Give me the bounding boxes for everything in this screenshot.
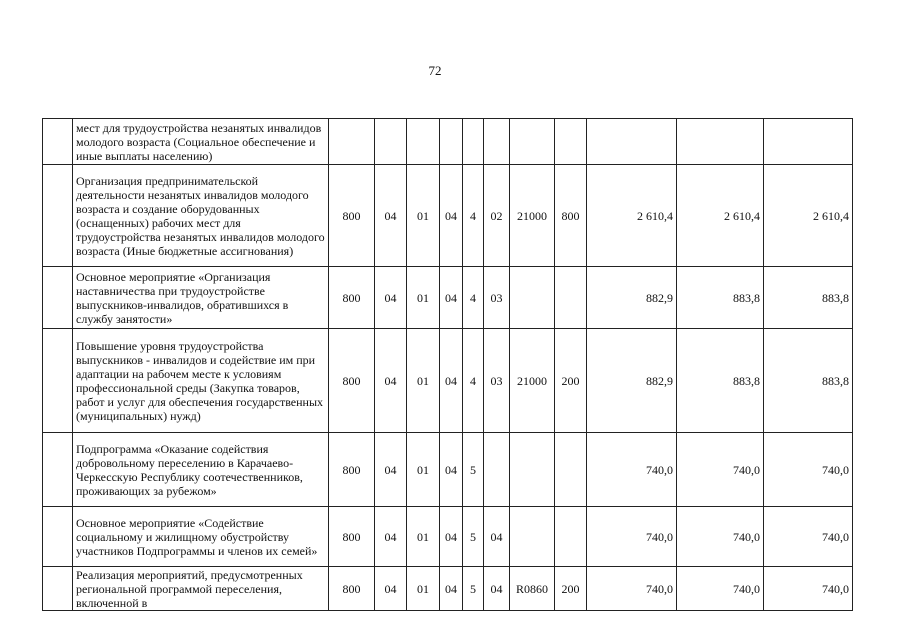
direction-code-cell: 21000 [510, 329, 555, 433]
amount-year1-cell: 2 610,4 [587, 165, 677, 267]
subsection-code-cell: 01 [407, 329, 440, 433]
row-name: Основное мероприятие «Содействие социальному и жилищному обустройству участников Подпрограммы и членов их семей» [73, 507, 329, 567]
table-row [43, 507, 853, 567]
direction-code-cell [510, 433, 555, 507]
empty-cell [43, 165, 73, 267]
subprogram-code-cell: 4 [463, 267, 484, 329]
amount-year3-cell: 2 610,4 [764, 165, 853, 267]
empty-cell [43, 507, 73, 567]
subprogram-code-cell [463, 119, 484, 165]
subsection-code-cell: 01 [407, 433, 440, 507]
row-name: Подпрограмма «Оказание содействия добровольному переселению в Карачаево-Черкесскую Республику соотечественников, проживающих за рубежом» [73, 433, 329, 507]
admin-code-cell [329, 119, 375, 165]
table-row [43, 433, 853, 507]
amount-year1-cell: 740,0 [587, 507, 677, 567]
event-code-cell: 03 [484, 329, 510, 433]
amount-year1-cell: 882,9 [587, 329, 677, 433]
amount-year1-cell: 740,0 [587, 567, 677, 611]
amount-year2-cell: 883,8 [677, 329, 764, 433]
row-name: мест для трудоустройства незанятых инвалидов молодого возраста (Социальное обеспечение и иные выплаты населению) [73, 119, 329, 165]
direction-code-cell: R0860 [510, 567, 555, 611]
admin-code-cell: 800 [329, 267, 375, 329]
section-code-cell: 04 [375, 433, 407, 507]
section-code-cell: 04 [375, 329, 407, 433]
row-name: Организация предпринимательской деятельности незанятых инвалидов молодого возраста и создание оборудованных (оснащенных) рабочих мест для трудоустройства незанятых инвалидов молодого возраста (Иные бюджетные ассигнования) [73, 165, 329, 267]
expense-type-cell: 800 [555, 165, 587, 267]
program-code-cell: 04 [440, 329, 463, 433]
subprogram-code-cell: 4 [463, 165, 484, 267]
amount-year2-cell: 2 610,4 [677, 165, 764, 267]
amount-year3-cell: 740,0 [764, 433, 853, 507]
event-code-cell [484, 119, 510, 165]
direction-code-cell [510, 119, 555, 165]
subsection-code-cell: 01 [407, 567, 440, 611]
subsection-code-cell [407, 119, 440, 165]
amount-year1-cell: 882,9 [587, 267, 677, 329]
program-code-cell: 04 [440, 433, 463, 507]
subprogram-code-cell: 5 [463, 507, 484, 567]
amount-year2-cell: 740,0 [677, 507, 764, 567]
subsection-code-cell: 01 [407, 165, 440, 267]
admin-code-cell: 800 [329, 329, 375, 433]
direction-code-cell [510, 507, 555, 567]
expense-type-cell: 200 [555, 567, 587, 611]
amount-year3-cell [764, 119, 853, 165]
admin-code-cell: 800 [329, 165, 375, 267]
program-code-cell: 04 [440, 507, 463, 567]
empty-cell [43, 267, 73, 329]
admin-code-cell: 800 [329, 433, 375, 507]
section-code-cell: 04 [375, 267, 407, 329]
section-code-cell [375, 119, 407, 165]
page-number: 72 [428, 63, 442, 78]
subprogram-code-cell: 5 [463, 567, 484, 611]
admin-code-cell: 800 [329, 507, 375, 567]
event-code-cell: 02 [484, 165, 510, 267]
event-code-cell [484, 433, 510, 507]
subprogram-code-cell: 4 [463, 329, 484, 433]
amount-year2-cell [677, 119, 764, 165]
table-row [43, 567, 853, 611]
event-code-cell: 04 [484, 507, 510, 567]
amount-year1-cell: 740,0 [587, 433, 677, 507]
amount-year1-cell [587, 119, 677, 165]
program-code-cell [440, 119, 463, 165]
row-name: Повышение уровня трудоустройства выпускников - инвалидов и содействие им при адаптации на рабочем месте к условиям профессиональной среды (Закупка товаров, работ и услуг для обеспечения государственных (муниципальных) нужд) [73, 329, 329, 433]
empty-cell [43, 329, 73, 433]
table-row [43, 267, 853, 329]
expense-type-cell [555, 267, 587, 329]
program-code-cell: 04 [440, 267, 463, 329]
amount-year2-cell: 883,8 [677, 267, 764, 329]
empty-cell [43, 433, 73, 507]
row-name: Реализация мероприятий, предусмотренных региональной программой переселения, включенной в [73, 567, 329, 611]
budget-table [42, 118, 853, 611]
empty-cell [43, 119, 73, 165]
amount-year3-cell: 883,8 [764, 267, 853, 329]
subprogram-code-cell: 5 [463, 433, 484, 507]
event-code-cell: 04 [484, 567, 510, 611]
amount-year3-cell: 740,0 [764, 507, 853, 567]
subsection-code-cell: 01 [407, 507, 440, 567]
expense-type-cell [555, 507, 587, 567]
subsection-code-cell: 01 [407, 267, 440, 329]
expense-type-cell [555, 433, 587, 507]
section-code-cell: 04 [375, 165, 407, 267]
direction-code-cell [510, 267, 555, 329]
expense-type-cell [555, 119, 587, 165]
table-row [43, 165, 853, 267]
amount-year2-cell: 740,0 [677, 433, 764, 507]
section-code-cell: 04 [375, 507, 407, 567]
amount-year2-cell: 740,0 [677, 567, 764, 611]
admin-code-cell: 800 [329, 567, 375, 611]
amount-year3-cell: 883,8 [764, 329, 853, 433]
section-code-cell: 04 [375, 567, 407, 611]
row-name: Основное мероприятие «Организация наставничества при трудоустройстве выпускников-инвалидов, обратившихся в службу занятости» [73, 267, 329, 329]
amount-year3-cell: 740,0 [764, 567, 853, 611]
empty-cell [43, 567, 73, 611]
direction-code-cell: 21000 [510, 165, 555, 267]
program-code-cell: 04 [440, 567, 463, 611]
event-code-cell: 03 [484, 267, 510, 329]
expense-type-cell: 200 [555, 329, 587, 433]
table-row [43, 329, 853, 433]
table-row [43, 119, 853, 165]
program-code-cell: 04 [440, 165, 463, 267]
